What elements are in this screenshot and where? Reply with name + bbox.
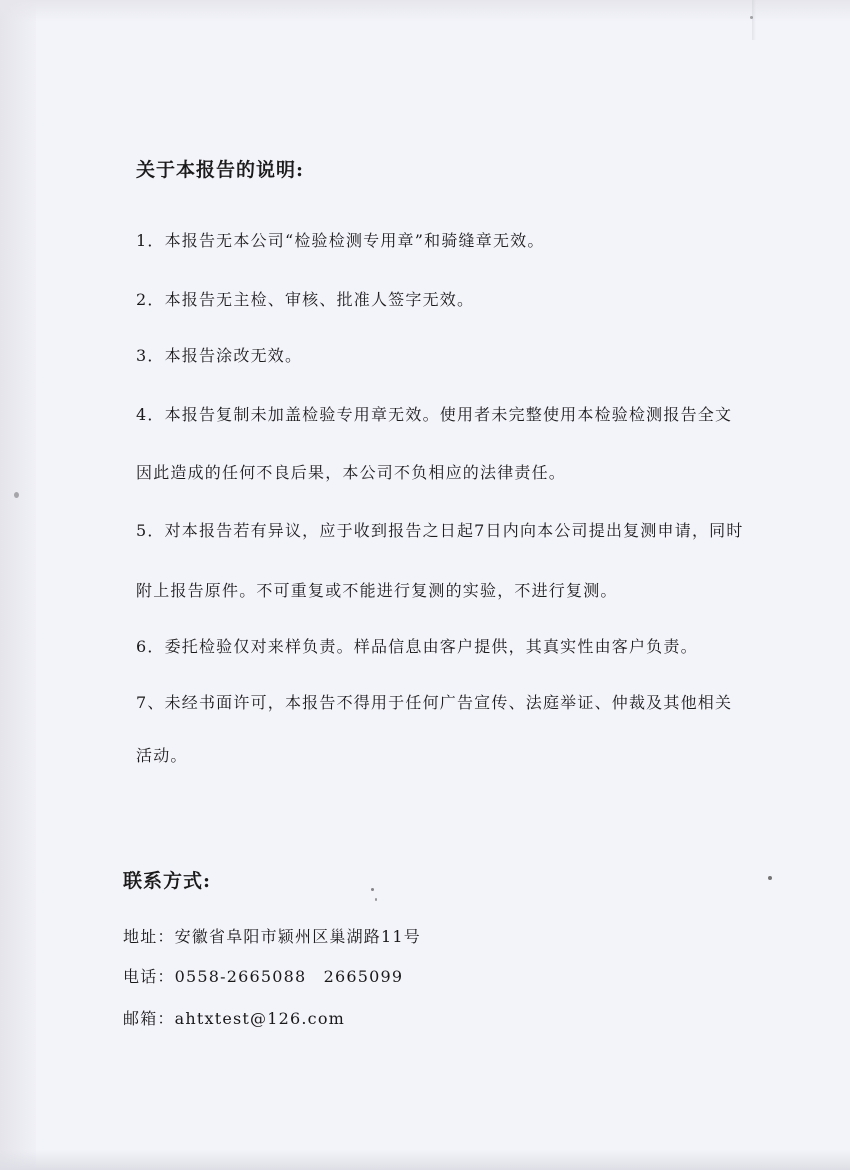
contact-email: 邮箱：ahtxtest@126.com [123,1009,346,1028]
scan-edge-bottom [0,1150,850,1170]
note-line-5: 5．对本报告若有异议，应于收到报告之日起7日内向本公司提出复测申请，同时 [136,521,744,540]
scan-edge-left [0,0,36,1170]
note-line-3: 3．本报告涂改无效。 [136,346,303,365]
notes-heading: 关于本报告的说明: [136,159,305,181]
scan-fold-mark [752,0,756,40]
note-line-6: 6．委托检验仅对来样负责。样品信息由客户提供，其真实性由客户负责。 [136,637,698,656]
note-line-1: 1．本报告无本公司“检验检测专用章”和骑缝章无效。 [136,231,545,250]
note-line-7-cont: 活动。 [136,746,188,765]
contact-heading: 联系方式: [123,870,212,892]
scan-speck [750,16,753,19]
note-line-4: 4．本报告复制未加盖检验专用章无效。使用者未完整使用本检验检测报告全文 [136,405,733,424]
scan-speck [375,898,377,901]
note-line-2: 2．本报告无主检、审核、批准人签字无效。 [136,290,475,309]
note-line-4-cont: 因此造成的任何不良后果，本公司不负相应的法律责任。 [136,463,567,482]
scan-speck [14,492,19,498]
scan-speck [768,876,772,880]
contact-phone: 电话：0558-2665088 2665099 [123,967,404,986]
note-line-7: 7、未经书面许可，本报告不得用于任何广告宣传、法庭举证、仲裁及其他相关 [136,693,733,712]
scan-edge-top [0,0,850,22]
note-line-5-cont: 附上报告原件。不可重复或不能进行复测的实验，不进行复测。 [136,581,618,600]
contact-address: 地址：安徽省阜阳市颍州区巢湖路11号 [123,927,421,946]
scan-speck [371,888,374,891]
